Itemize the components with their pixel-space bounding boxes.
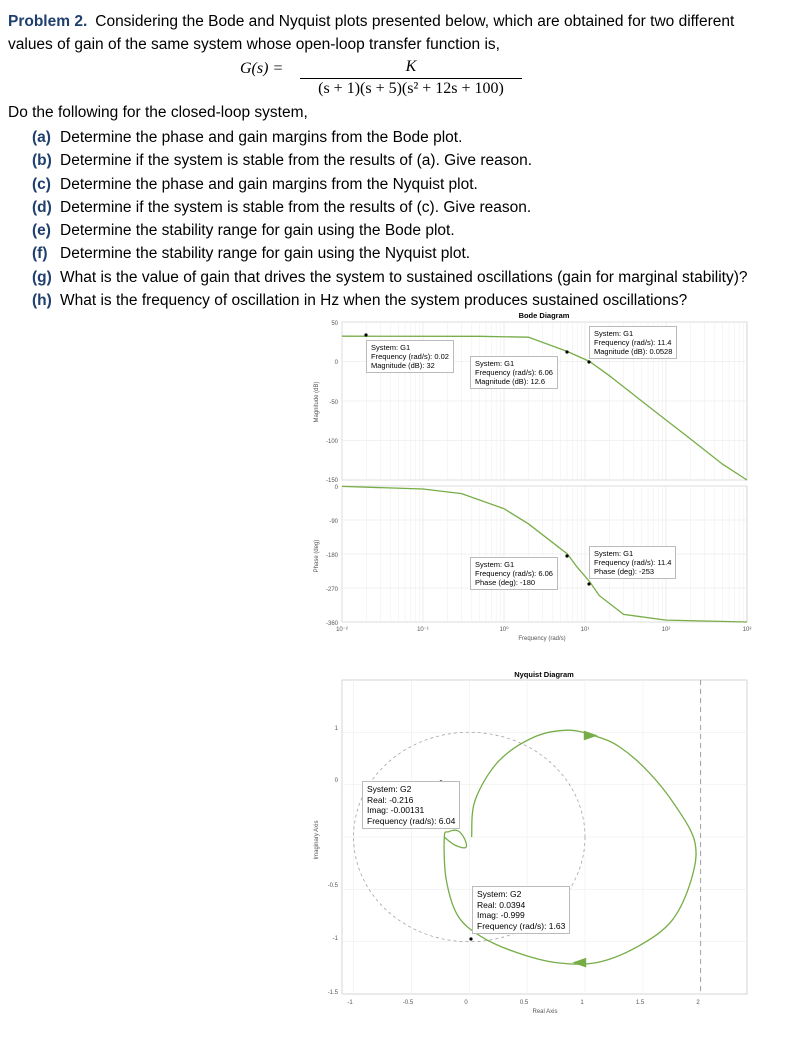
datatip-line: Imag: -0.999 xyxy=(477,910,525,920)
phase-ylabel: Phase (deg) xyxy=(314,539,320,573)
question-label: (g) xyxy=(32,268,52,286)
question-text: Determine the stability range for gain using the Nyquist plot. xyxy=(60,245,471,263)
mag-tick-label: -100 xyxy=(325,439,338,445)
datatip-line: Magnitude (dB): 12.6 xyxy=(475,377,546,386)
datatip-line: Magnitude (dB): 32 xyxy=(371,361,435,370)
datatip-line: Frequency (rad/s): 6.06 xyxy=(475,569,553,578)
datatip-line: Real: -0.216 xyxy=(367,794,414,805)
datatip-line: Frequency (rad/s): 11.4 xyxy=(594,558,672,567)
question-text: Determine the stability range for gain using the Bode plot. xyxy=(60,222,455,240)
question-text: What is the value of gain that drives the system to sustained oscillations (gain for marginal stability)? xyxy=(60,268,748,286)
question-label: (f) xyxy=(32,245,48,263)
datatip-system: System: G1 xyxy=(594,549,634,558)
question-label: (c) xyxy=(32,175,51,193)
ny-xtick-label: 1 xyxy=(580,1000,584,1006)
ny-xtick-label: 0.5 xyxy=(519,1000,529,1006)
question-label: (b) xyxy=(32,152,52,170)
datatip-line: Frequency (rad/s): 1.63 xyxy=(477,920,566,931)
question-label: (d) xyxy=(32,198,52,216)
datatip-line: Real: 0.0394 xyxy=(477,899,526,910)
datatip-line: Frequency (rad/s): 11.4 xyxy=(594,338,672,347)
question-text: Determine the phase and gain margins from the Nyquist plot. xyxy=(60,175,478,193)
problem-line-1: Considering the Bode and Nyquist plots presented below, which are obtained for two different xyxy=(95,13,735,30)
mag-tick-label: 50 xyxy=(331,321,338,327)
nyquist-datatip-box xyxy=(472,886,570,934)
freq-tick-label: 10⁻¹ xyxy=(417,627,429,633)
nyquist-title: Nyquist Diagram xyxy=(514,670,574,679)
ny-ytick-label: -1.5 xyxy=(327,990,338,996)
datatip-system: System: G1 xyxy=(371,343,411,352)
ny-xlabel: Real Axis xyxy=(532,1009,558,1015)
intro-text: Do the following for the closed-loop system, xyxy=(8,104,308,121)
question-text: Determine if the system is stable from the results of (a). Give reason. xyxy=(60,152,533,170)
question-text: Determine if the system is stable from the results of (c). Give reason. xyxy=(60,198,532,216)
nyquist-diagram xyxy=(314,670,747,1015)
datatip-marker xyxy=(364,333,367,336)
ny-xtick-label: 0 xyxy=(464,1000,468,1006)
ny-ytick-label: 1 xyxy=(334,726,338,732)
ny-xtick-label: 1.5 xyxy=(635,1000,645,1006)
datatip-marker xyxy=(469,937,472,940)
question-text: Determine the phase and gain margins from the Bode plot. xyxy=(60,129,463,146)
problem-line-2: values of gain of the same system whose open-loop transfer function is, xyxy=(8,36,500,53)
ny-ylabel: Imaginary Axis xyxy=(314,820,320,860)
question-label: (e) xyxy=(32,222,51,240)
datatip-system: System: G2 xyxy=(477,889,522,899)
transfer-function-lhs: G(s) = xyxy=(240,60,284,77)
freq-tick-label: 10³ xyxy=(742,627,752,633)
freq-tick-label: 10⁻² xyxy=(336,627,348,633)
datatip-system: System: G1 xyxy=(594,329,634,338)
datatip-system: System: G1 xyxy=(475,560,515,569)
bode-datatip-box xyxy=(470,356,558,389)
bode-datatip-box xyxy=(366,340,454,373)
question-label: (h) xyxy=(32,292,52,310)
ny-xtick-label: -0.5 xyxy=(402,1000,414,1006)
bode-xlabel: Frequency (rad/s) xyxy=(518,636,566,642)
mag-tick-label: -50 xyxy=(329,400,338,406)
nyquist-datatip-box xyxy=(362,781,460,829)
mag-ylabel: Magnitude (dB) xyxy=(314,381,320,423)
datatip-line: Imag: -0.00131 xyxy=(367,805,425,815)
datatip-marker xyxy=(565,554,568,557)
datatip-marker xyxy=(587,582,590,585)
datatip-line: Frequency (rad/s): 0.02 xyxy=(371,352,449,361)
phase-tick-label: -360 xyxy=(325,621,338,627)
datatip-marker xyxy=(587,360,590,363)
mag-tick-label: -150 xyxy=(325,478,338,484)
phase-tick-label: 0 xyxy=(334,485,338,491)
datatip-marker xyxy=(565,350,568,353)
ny-ytick-label: 0 xyxy=(334,778,338,784)
datatip-system: System: G2 xyxy=(367,784,412,794)
freq-tick-label: 10² xyxy=(661,627,671,633)
bode-datatip-box xyxy=(589,326,677,359)
ny-xtick-label: -1 xyxy=(347,1000,353,1006)
datatip-line: Frequency (rad/s): 6.06 xyxy=(475,368,553,377)
mag-tick-label: 0 xyxy=(334,360,338,366)
question-text: What is the frequency of oscillation in Hz when the system produces sustained oscillations? xyxy=(60,292,688,310)
datatip-line: Magnitude (dB): 0.0528 xyxy=(594,347,673,356)
freq-tick-label: 10⁰ xyxy=(499,627,509,633)
freq-tick-label: 10¹ xyxy=(580,627,590,633)
datatip-line: Frequency (rad/s): 6.04 xyxy=(367,815,456,826)
ny-ytick-label: -0.5 xyxy=(327,883,338,889)
phase-tick-label: -90 xyxy=(329,519,338,525)
bode-title: Bode Diagram xyxy=(518,311,570,320)
question-label: (a) xyxy=(32,129,51,146)
bode-datatip-box xyxy=(470,557,558,590)
datatip-line: Phase (deg): -180 xyxy=(475,578,536,587)
datatip-system: System: G1 xyxy=(475,359,515,368)
transfer-function-numerator: K xyxy=(405,58,417,75)
datatip-line: Phase (deg): -253 xyxy=(594,567,655,576)
ny-xtick-label: 2 xyxy=(696,1000,700,1006)
phase-tick-label: -180 xyxy=(325,553,338,559)
bode-datatip-box xyxy=(589,546,676,579)
transfer-function-denominator: (s + 1)(s + 5)(s² + 12s + 100) xyxy=(318,80,504,97)
ny-ytick-label: -1 xyxy=(332,936,338,942)
phase-tick-label: -270 xyxy=(325,587,338,593)
problem-heading: Problem 2. xyxy=(8,13,88,30)
